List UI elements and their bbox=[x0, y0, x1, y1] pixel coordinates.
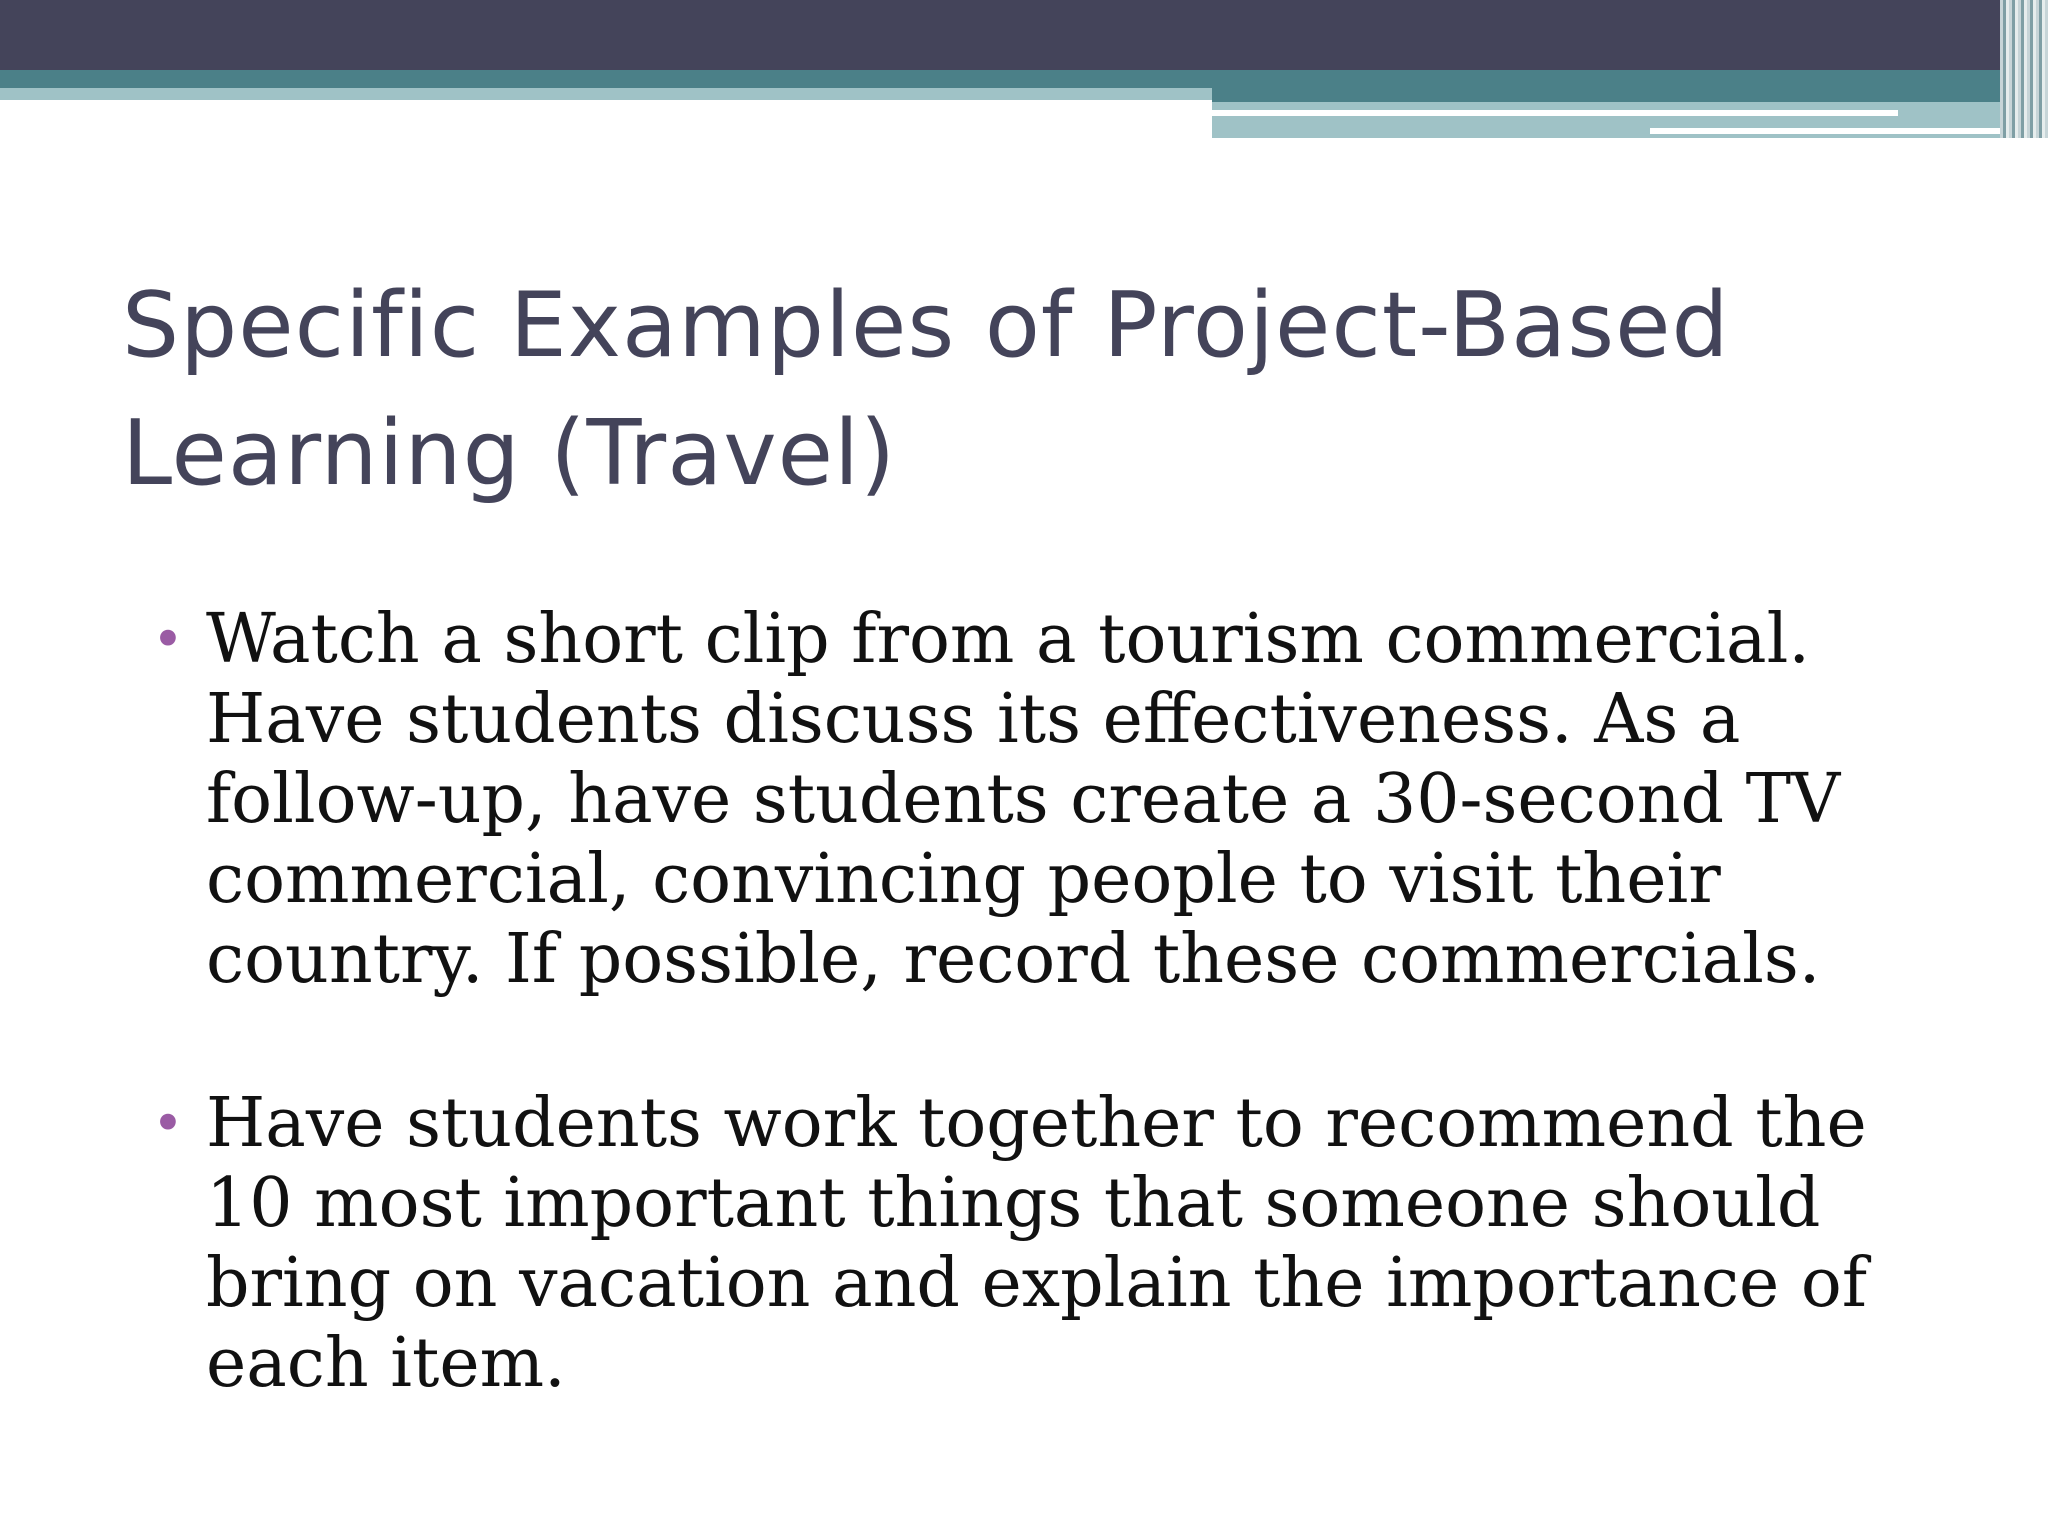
header-accent-line-2 bbox=[1650, 128, 2048, 134]
slide-title: Specific Examples of Project-Based Learning (Travel) bbox=[122, 273, 1730, 506]
bullet-icon: • bbox=[152, 1092, 184, 1155]
header-band-dark bbox=[0, 0, 2048, 70]
bullet-text: Watch a short clip from a tourism commercial. Have students discuss its effectiveness. As a follow-up, have students create a 30-second TV commercial, convincing people to visit their country. If possible, record these commercials. bbox=[206, 600, 1841, 999]
bullet-list bbox=[146, 600, 1946, 1488]
bullet-icon: • bbox=[152, 608, 184, 671]
list-item bbox=[146, 1084, 1946, 1404]
header-band-light bbox=[0, 88, 1212, 100]
list-item bbox=[146, 600, 1946, 1000]
header-band-teal bbox=[0, 70, 2048, 88]
edge-stripes bbox=[2000, 0, 2048, 138]
header-band-teal-right bbox=[1212, 88, 2048, 102]
bullet-text: Have students work together to recommend the 10 most important things that someone should bring on vacation and explain the importance of each item. bbox=[206, 1084, 1868, 1403]
header-accent-line bbox=[1212, 110, 1898, 116]
